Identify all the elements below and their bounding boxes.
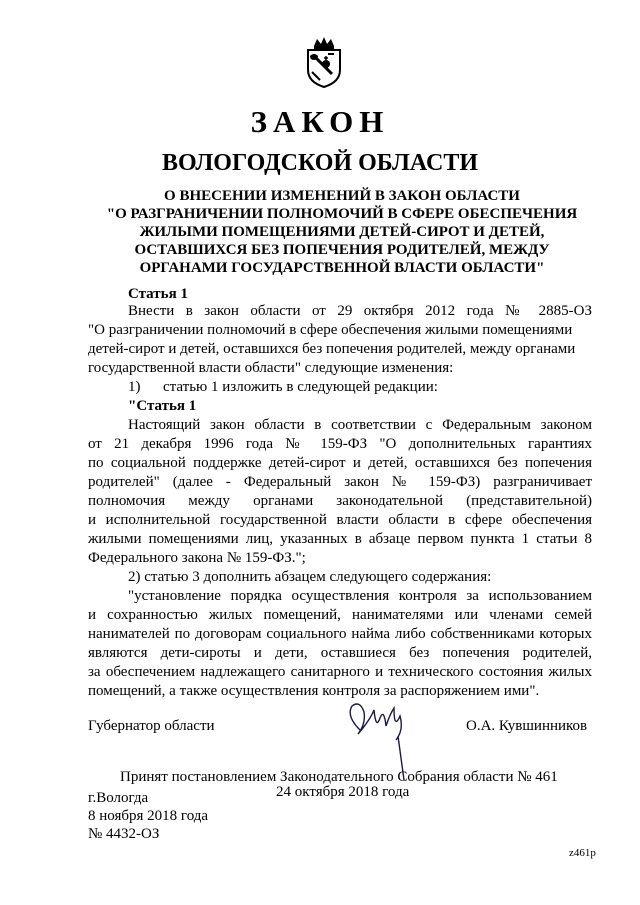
signatory-position: Губернатор области [88, 718, 215, 734]
document-code: z461p [569, 847, 596, 859]
article-1-item-1: 1) статью 1 изложить в следующей редакции: [128, 379, 438, 395]
subject-line: ОРГАНАМИ ГОСУДАРСТВЕННОЙ ВЛАСТИ ОБЛАСТИ" [139, 260, 545, 276]
item-2-line: являются дети-сироты и дети, оставшиеся без попечения родителей, [88, 645, 592, 661]
adoption-date: 24 октября 2018 года [276, 784, 410, 800]
article-1-line: государственной власти области" следующие изменения: [88, 360, 454, 376]
quoted-article-line: полномочия между органами законодательной (представительной) [88, 493, 592, 509]
quoted-article-line: Федерального закона № 159-ФЗ."; [88, 550, 306, 566]
law-subject [88, 187, 596, 277]
region-title: ВОЛОГОДСКОЙ ОБЛАСТИ [161, 150, 479, 176]
item-2-line: помещений, а также осуществления контроля за распоряжением ими". [88, 683, 540, 699]
subject-line: О ВНЕСЕНИИ ИЗМЕНЕНИЙ В ЗАКОН ОБЛАСТИ [164, 188, 520, 204]
signatory-name: О.А. Кувшинников [466, 718, 588, 734]
quoted-article-line: родителей" (далее - Федеральный закон № 159-ФЗ) разграничивает [88, 474, 592, 490]
quoted-article-line: от 21 декабря 1996 года № 159-ФЗ "О дополнительных гарантиях [88, 436, 592, 452]
subject-line: ЖИЛЫМИ ПОМЕЩЕНИЯМИ ДЕТЕЙ-СИРОТ И ДЕТЕЙ, [139, 224, 545, 240]
article-1-line: "О разграничении полномочий в сфере обеспечения жилыми помещениями [88, 322, 573, 338]
adoption-line: Принят постановлением Законодательного Собрания области № 461 [120, 769, 558, 785]
quoted-article-line: жилыми помещениями лиц, указанных в абзаце первом пункта 1 статьи 8 [88, 531, 592, 547]
item-2-line: за обеспечением надлежащего санитарного и технического состояния жилых [88, 664, 592, 680]
vologda-coat-of-arms-icon [304, 36, 344, 88]
quoted-article-line: Настоящий закон области в соответствии с Федеральным законом [128, 417, 592, 433]
quoted-article-line: и исполнительной государственной власти области в сфере обеспечения [88, 512, 592, 528]
signing-date: 8 ноября 2018 года [88, 808, 209, 824]
city: г.Вологда [88, 790, 149, 806]
document-title: ЗАКОН [250, 104, 390, 139]
article-1-heading: Статья 1 [128, 286, 188, 302]
quoted-article-line: по социальной поддержке детей-сирот и детей, оставшихся без попечения [88, 455, 592, 471]
article-1-item-2: 2) статью 3 дополнить абзацем следующего содержания: [128, 569, 492, 585]
subject-line: "О РАЗГРАНИЧЕНИИ ПОЛНОМОЧИЙ В СФЕРЕ ОБЕСПЕЧЕНИЯ [106, 206, 578, 222]
article-1-line: детей-сирот и детей, оставшихся без попечения родителей, между органами [88, 341, 576, 357]
law-number: № 4432-ОЗ [88, 826, 160, 842]
article-1-line: Внести в закон области от 29 октября 2012 года № 2885-ОЗ [128, 303, 592, 319]
item-2-line: и сохранностью жилых помещений, нанимателями или членами семей [88, 607, 592, 623]
subject-line: ОСТАВШИХСЯ БЕЗ ПОПЕЧЕНИЯ РОДИТЕЛЕЙ, МЕЖДУ [134, 242, 550, 258]
quoted-article-heading: "Статья 1 [128, 398, 197, 414]
item-2-line: нанимателей по договорам социального найма либо собственниками которых [88, 626, 592, 642]
item-2-line: "установление порядка осуществления контроля за использованием [128, 588, 592, 604]
